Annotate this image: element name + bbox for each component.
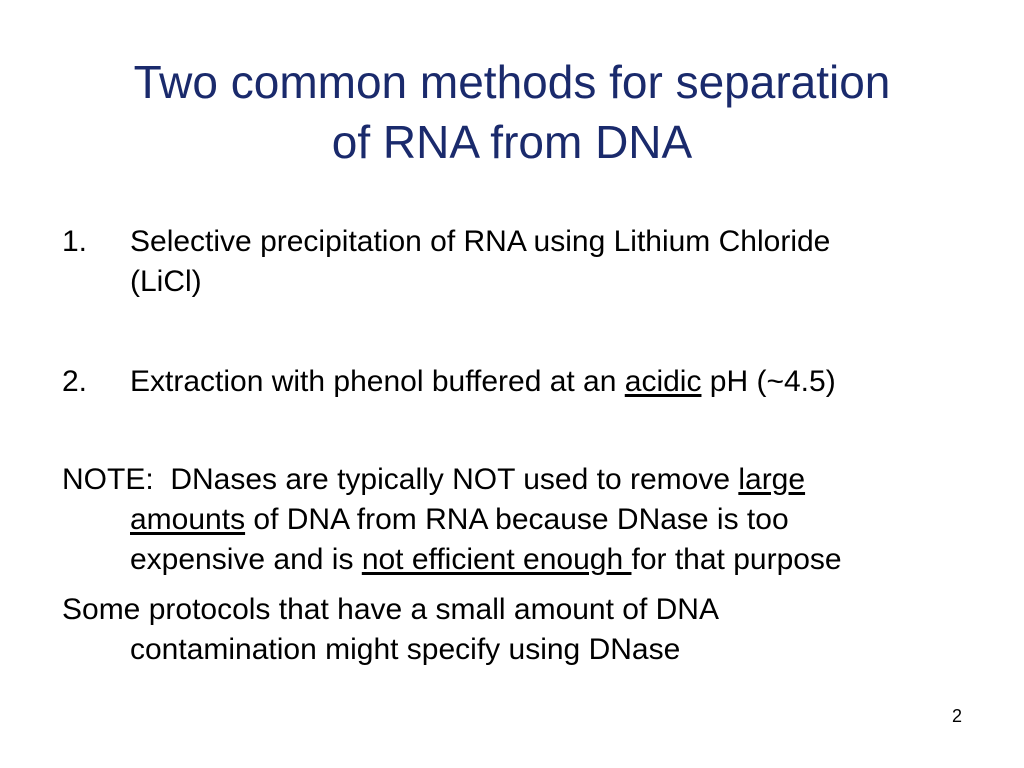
note-line-2 xyxy=(130,500,1024,540)
protocols-line-1: Some protocols that have a small amount of DNA xyxy=(62,593,719,626)
list-item-1-line-1: Selective precipitation of RNA using Lithium Chloride xyxy=(130,225,831,258)
note-line-3-suffix: for that purpose xyxy=(631,543,842,576)
title-line-1: Two common methods for separation xyxy=(133,56,891,108)
large-emphasis: large xyxy=(738,463,806,496)
note-line-3 xyxy=(130,540,1024,580)
note-line-3-prefix: expensive and is xyxy=(130,543,362,576)
page-number: 2 xyxy=(951,706,962,726)
protocols-paragraph xyxy=(62,590,1024,670)
list-number-1: 1. xyxy=(62,225,88,258)
note-line-2-text: of DNA from RNA because DNase is too xyxy=(245,503,789,536)
title-line-2: of RNA from DNA xyxy=(331,116,693,168)
acidic-emphasis: acidic xyxy=(624,365,702,398)
list-item-1-line-2: (LiCl) xyxy=(130,265,202,298)
note-line-1-text: NOTE: DNases are typically NOT used to remove xyxy=(62,463,739,496)
not-efficient-emphasis: not efficient enough xyxy=(361,543,632,576)
list-number-2: 2. xyxy=(62,365,88,398)
list-item-1 xyxy=(62,222,962,302)
list-item-2 xyxy=(62,362,962,402)
slide-title xyxy=(40,52,984,172)
note-line-1 xyxy=(62,460,1024,500)
list-item-2-prefix: Extraction with phenol buffered at an xyxy=(130,365,625,398)
note-paragraph xyxy=(62,460,1024,580)
list-item-2-text xyxy=(130,362,962,402)
list-item-2-suffix: pH (~4.5) xyxy=(701,365,836,398)
protocols-line-2: contamination might specify using DNase xyxy=(130,633,681,666)
amounts-emphasis: amounts xyxy=(130,503,246,536)
